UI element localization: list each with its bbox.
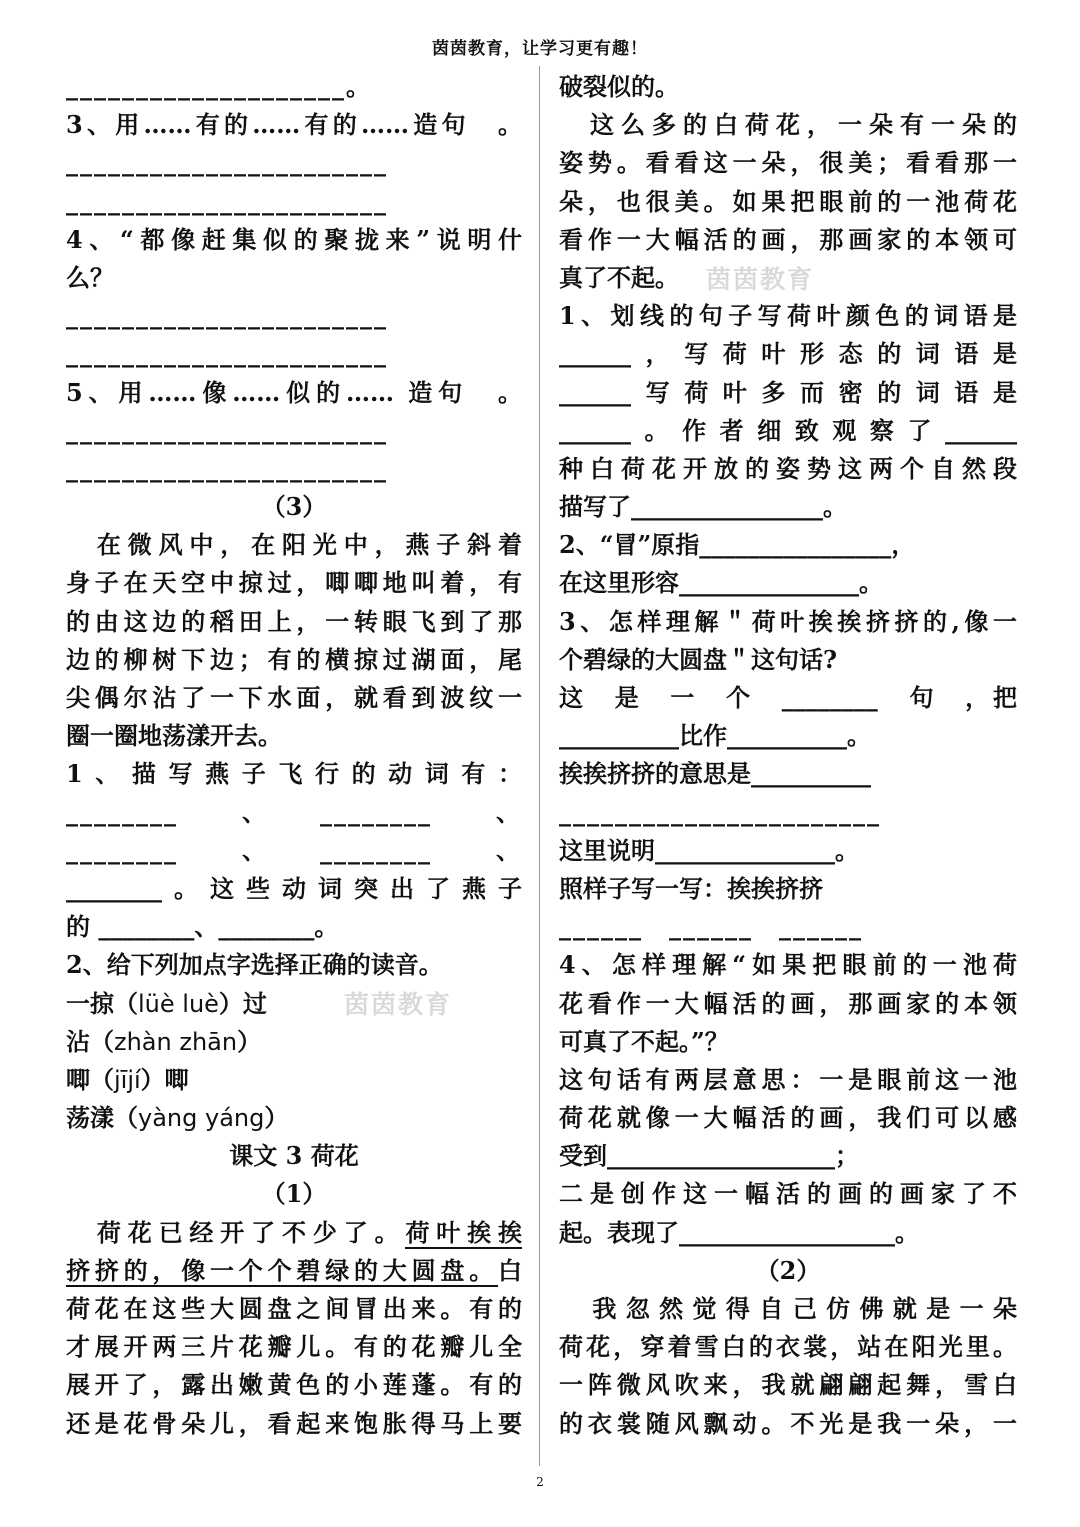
right-column-line: 挨挨挤挤的意思是__________ bbox=[559, 759, 871, 789]
right-column-line: 3、怎样理解＂荷叶挨挨挤挤的,像一 bbox=[559, 606, 1017, 636]
watermark: 茵茵教育 bbox=[706, 265, 815, 294]
right-column-line: ______，写荷叶形态的词语是 bbox=[559, 339, 1017, 369]
page-header: 茵茵教育，让学习更有趣！ bbox=[432, 39, 648, 59]
left-column-line: 3、用……有的……有的……造句 。 bbox=[66, 110, 522, 140]
left-column-line: _______________________ bbox=[66, 148, 388, 178]
left-column bbox=[66, 68, 522, 1443]
right-column-line: 这里说明_______________。 bbox=[559, 835, 859, 865]
right-column-line: （2） bbox=[755, 1255, 821, 1285]
left-column-line: 1、描写燕子飞行的动词有： bbox=[66, 759, 522, 789]
right-column-line: ______。作者细致观察了______ bbox=[559, 415, 1017, 445]
right-column-line: ______写荷叶多而密的词语是 bbox=[559, 377, 1017, 407]
left-column-line: 荷花已经开了不少了。荷叶挨挨 bbox=[66, 1217, 523, 1247]
right-column-line: 真了不起。 bbox=[559, 262, 679, 292]
right-column-line: 受到___________________； bbox=[559, 1141, 859, 1171]
left-column-line: 么？ bbox=[66, 262, 114, 292]
pinyin-options: jījí bbox=[114, 1065, 141, 1094]
watermark: 茵茵教育 bbox=[344, 990, 453, 1019]
right-column-line: 我忽然觉得自己仿佛就是一朵 bbox=[559, 1294, 1017, 1323]
right-column-line: 看作一大幅活的画，那画家的本领可 bbox=[559, 224, 1017, 254]
left-column-line: 4、“都像赶集似的聚拢来”说明什 bbox=[66, 224, 522, 254]
left-column-line: （1） bbox=[261, 1179, 327, 1209]
right-column-line: 荷花，穿着雪白的衣裳，站在阳光里。 bbox=[559, 1332, 1017, 1362]
left-column-line: 的 ________、________。 bbox=[66, 912, 339, 942]
left-column-line: _______________________ bbox=[66, 301, 388, 331]
underlined-sentence: 挤挤的，像一个个碧绿的大圆盘。 bbox=[66, 1255, 498, 1285]
left-column-line: _______________________ bbox=[66, 186, 388, 216]
right-column-line: 4、怎样理解“如果把眼前的一池荷 bbox=[559, 950, 1017, 980]
left-column-line: _______________________ bbox=[66, 339, 388, 369]
right-column-line: 这句话有两层意思：一是眼前这一池 bbox=[559, 1064, 1017, 1094]
pinyin-options: lüè luè bbox=[138, 989, 219, 1018]
right-column-line: 二是创作这一幅活的画的画家了不 bbox=[559, 1179, 1017, 1209]
right-column-line: 起。表现了__________________。 bbox=[559, 1217, 919, 1247]
left-column-line: 的由这边的稻田上，一转眼飞到了那 bbox=[66, 606, 522, 636]
right-column-line: 1、划线的句子写荷叶颜色的词语是 bbox=[559, 301, 1017, 331]
left-column-line: 才展开两三片花瓣儿。有的花瓣儿全 bbox=[66, 1332, 522, 1362]
left-column-line: ________。这些动词突出了燕子 bbox=[66, 873, 522, 903]
left-column-line: 5、用……像……似的…… 造句 。 bbox=[66, 377, 522, 407]
left-column-line: 一掠（lüè luè）过 bbox=[66, 988, 267, 1018]
left-column-line: 在微风中，在阳光中，燕子斜着 bbox=[66, 530, 522, 560]
left-column-line: 边的柳树下边；有的横掠过湖面，尾 bbox=[66, 644, 522, 674]
left-column-line: 唧（jījí）唧 bbox=[66, 1064, 189, 1094]
right-column-line: 一阵微风吹来，我就翩翩起舞，雪白 bbox=[559, 1370, 1017, 1400]
right-column-line: ______ ______ ______ bbox=[559, 912, 863, 942]
right-column-line: 破裂似的。 bbox=[559, 72, 679, 101]
column-divider bbox=[539, 66, 540, 1466]
left-column-line: ________ 、 ________ 、 bbox=[66, 797, 522, 827]
right-column-line: __________比作__________。 bbox=[559, 721, 871, 751]
right-column-line: 这么多的白荷花，一朵有一朵的 bbox=[559, 110, 1017, 140]
right-column-line: 可真了不起。”？ bbox=[559, 1026, 729, 1056]
left-column-line: 还是花骨朵儿，看起来饱胀得马上要 bbox=[66, 1408, 522, 1438]
left-column-line: 圈一圈地荡漾开去。 bbox=[66, 721, 282, 751]
right-column-line: 照样子写一写：挨挨挤挤 bbox=[559, 873, 823, 903]
left-column-line: 课文 3 荷花 bbox=[229, 1141, 359, 1171]
right-column-line: 朵，也很美。如果把眼前的一池荷花 bbox=[559, 186, 1017, 216]
right-column-line: 姿势。看看这一朵，很美；看看那一 bbox=[559, 148, 1017, 178]
left-column-line: ________ 、 ________ 、 bbox=[66, 835, 522, 865]
left-column-line: 沾（zhàn zhān） bbox=[66, 1026, 262, 1056]
underlined-sentence: 荷叶挨挨 bbox=[405, 1217, 523, 1247]
right-column-line: 个碧绿的大圆盘＂这句话? bbox=[559, 644, 838, 674]
left-column-line: 身子在天空中掠过，唧唧地叫着，有 bbox=[66, 568, 522, 598]
pinyin-options: yàng yáng bbox=[138, 1104, 265, 1133]
left-column-line: 荡漾（yàng yáng） bbox=[66, 1103, 289, 1133]
left-column-line: 荷花在这些大圆盘之间冒出来。有的 bbox=[66, 1294, 522, 1323]
right-column-line: _______________________ bbox=[559, 797, 881, 827]
pinyin-options: zhàn zhān bbox=[114, 1027, 238, 1056]
left-column-line: _______________________ bbox=[66, 415, 388, 445]
right-column-line: 荷花就像一大幅活的画，我们可以感 bbox=[559, 1103, 1017, 1133]
right-column-line: 2、“冒”原指________________， bbox=[559, 530, 916, 560]
right-column-line: 这 是 一 个 ________ 句 ，把 bbox=[559, 683, 1017, 712]
left-column-line: 2、给下列加点字选择正确的读音。 bbox=[66, 950, 443, 980]
left-column-line: 尖偶尔沾了一下水面，就看到波纹一 bbox=[66, 683, 522, 712]
right-column-line: 花看作一大幅活的画，那画家的本领 bbox=[559, 988, 1017, 1018]
left-column-line: _______________________ bbox=[66, 453, 388, 483]
left-column-line: 挤挤的，像一个个碧绿的大圆盘。白 bbox=[66, 1255, 522, 1285]
left-column-line: 展开了，露出嫩黄色的小莲蓬。有的 bbox=[66, 1370, 522, 1400]
right-column-line: 的衣裳随风飘动。不光是我一朵，一 bbox=[559, 1408, 1017, 1438]
right-column-line: 在这里形容_______________。 bbox=[559, 568, 883, 598]
right-column-line: 描写了________________。 bbox=[559, 492, 847, 522]
left-column-line: （3） bbox=[261, 492, 327, 522]
right-column-line: 种白荷花开放的姿势这两个自然段 bbox=[559, 453, 1017, 483]
left-column-line: ____________________。 bbox=[66, 72, 372, 101]
page-number: 2 bbox=[536, 1475, 544, 1489]
